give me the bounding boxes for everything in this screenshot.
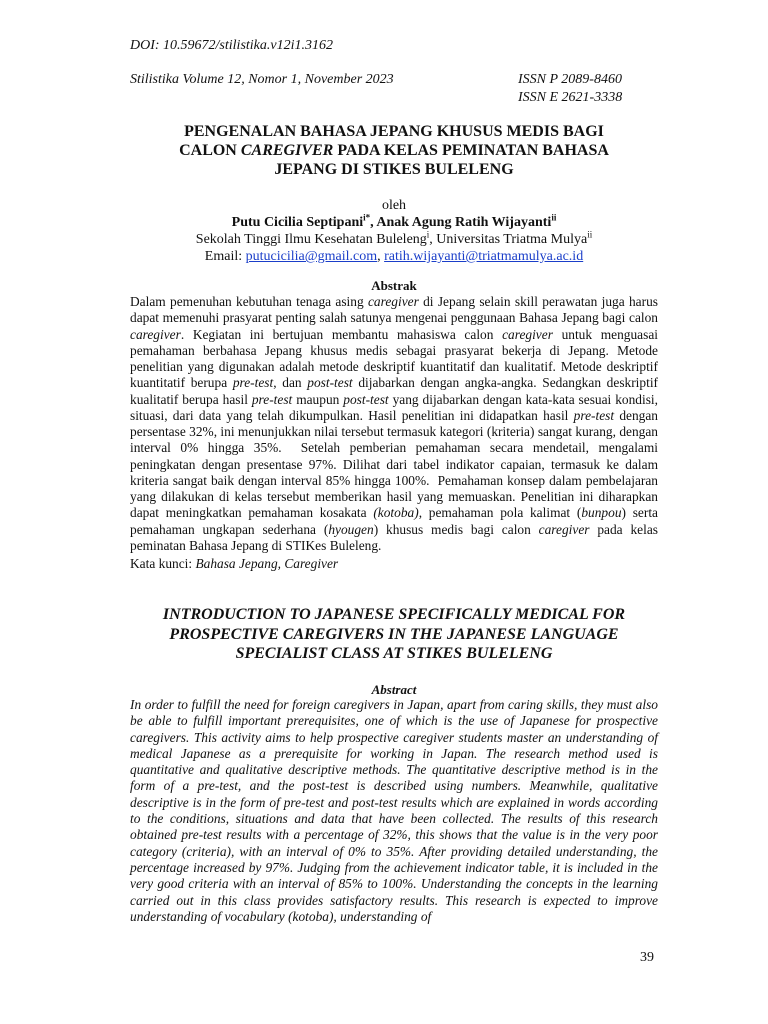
affiliation-2-sup: ii	[587, 229, 593, 240]
author-2-sup: ii	[551, 212, 557, 223]
email-link-1[interactable]: putucicilia@gmail.com	[245, 249, 378, 264]
affiliation-1-sup: i	[426, 229, 430, 240]
keywords-label: Kata kunci:	[130, 556, 196, 571]
keywords-line	[130, 556, 338, 572]
title-en-line2: PROSPECTIVE CAREGIVERS IN THE JAPANESE LANGUAGE	[169, 625, 619, 643]
keywords-value: Bahasa Jepang, Caregiver	[195, 556, 339, 571]
title-indonesian	[130, 122, 658, 179]
title-id-line1: PENGENALAN BAHASA JEPANG KHUSUS MEDIS BAGI	[184, 123, 604, 140]
affiliation-2: Universitas Triatma Mulya	[436, 232, 588, 247]
by-label: oleh	[381, 198, 407, 213]
abstrak-body: Dalam pemenuhan kebutuhan tenaga asing caregiver di Jepang selain skill perawatan juga harus dapat memenuhi prasyarat penting salah satunya mengenai penggunaan Bahasa Jepang bagi calon caregiver. Kegiatan ini bertujuan membantu mahasiswa calon caregiver untuk menguasai pemahaman berbahasa Jepang khusus medis sebagai prasyarat bekerja di Jepang. Metode penelitian yang digunakan adalah metode deskriptif kuantitatif dan kualitatif. Metode deskriptif kuantitatif berupa pre-test, dan post-test dijabarkan dengan angka-angka. Sedangkan deskriptif kualitatif berupa hasil pre-test maupun post-test yang dijabarkan dengan kata-kata sesuai kondisi, situasi, dari data yang telah dikumpulkan. Hasil penelitian ini didapatkan hasil pre-test dengan persentase 32%, ini menunjukkan nilai tersebut termasuk kategori (kriteria) sangat kurang, dengan interval 0% hingga 35%. Setelah pemberian pemahaman secara mendetail, mengalami peningkatan dengan presentase 97%. Dilihat dari tabel indikator capaian, termasuk ke dalam kriteria sangat baik dengan interval 85% hingga 100%. Pemahaman konsep dalam pembelajaran yang dilakukan di kelas tersebut memberikan hasil yang memuaskan. Penelitian ini diharapkan dapat meningkatkan pemahaman kosakata (kotoba), pemahaman pola kalimat (bunpou) serta pemahaman ungkapan sederhana (hyougen) khusus medis bagi calon caregiver pada kelas peminatan Bahasa Jepang di STIKes Buleleng.	[130, 294, 658, 553]
affiliation-1: Sekolah Tinggi Ilmu Kesehatan Buleleng	[195, 232, 427, 247]
title-en-line1: INTRODUCTION TO JAPANESE SPECIFICALLY MEDICAL FOR	[162, 606, 626, 623]
title-id-line2-pre: CALON	[179, 142, 241, 159]
author-separator: ,	[370, 215, 377, 230]
abstract-heading: Abstract	[371, 682, 417, 697]
issn-print: ISSN P 2089-8460	[518, 72, 622, 87]
author-block	[130, 197, 658, 265]
email-separator: ,	[377, 249, 385, 264]
affiliation-separator: ,	[429, 232, 437, 247]
affiliations	[130, 231, 658, 248]
author-1-sup: i*	[363, 212, 371, 223]
title-id-line3: JEPANG DI STIKES BULELENG	[274, 161, 514, 178]
author-2: Anak Agung Ratih Wijayanti	[376, 215, 552, 230]
email-link-2[interactable]: ratih.wijayanti@triatmamulya.ac.id	[384, 249, 584, 264]
abstrak-heading: Abstrak	[371, 278, 417, 293]
title-id-line2-em: CAREGIVER	[240, 142, 334, 159]
email-label: Email:	[204, 249, 246, 264]
issn-electronic: ISSN E 2621-3338	[518, 90, 623, 105]
author-1: Putu Cicilia Septipani	[231, 215, 364, 230]
abstract-body: In order to fulfill the need for foreign caregivers in Japan, apart from caring skills, they must also be able to fulfill important prerequisites, one of which is the use of Japanese for prospective caregivers. This activity aims to help prospective caregiver students master an understanding of medical Japanese as a prerequisite for working in Japan. The research method used is quantitative and qualitative descriptive methods. The quantitative descriptive method is in the form of a pre-test, and the post-test is described using numbers. Meanwhile, qualitative descriptive is in the form of pre-test and post-test results which are explained in words according to the conditions, situations and data that have been collected. The results of this research obtained pre-test results with a percentage of 32%, this shows that the value is in the very poor category (criteria), with an interval of 0% to 35%. After providing detailed understanding, the percentage increased by 97%. Judging from the achievement indicator table, it is included in the very good criteria with an interval of 85% to 100%. Understanding the concepts in the learning carried out in this class provides satisfactory results. This research is expected to improve understanding of vocabulary (kotoba), understanding of	[130, 697, 658, 924]
journal-issue: Stilistika Volume 12, Nomor 1, November 2023	[130, 72, 394, 87]
doi-line: DOI: 10.59672/stilistika.v12i1.3162	[130, 38, 333, 53]
title-english	[130, 605, 658, 664]
page-number: 39	[640, 950, 654, 965]
title-id-line2	[130, 141, 658, 160]
author-names	[130, 214, 658, 231]
title-id-line2-post: PADA KELAS PEMINATAN BAHASA	[333, 142, 609, 159]
email-line	[130, 248, 658, 265]
title-en-line3: SPECIALIST CLASS AT STIKES BULELENG	[235, 645, 553, 662]
